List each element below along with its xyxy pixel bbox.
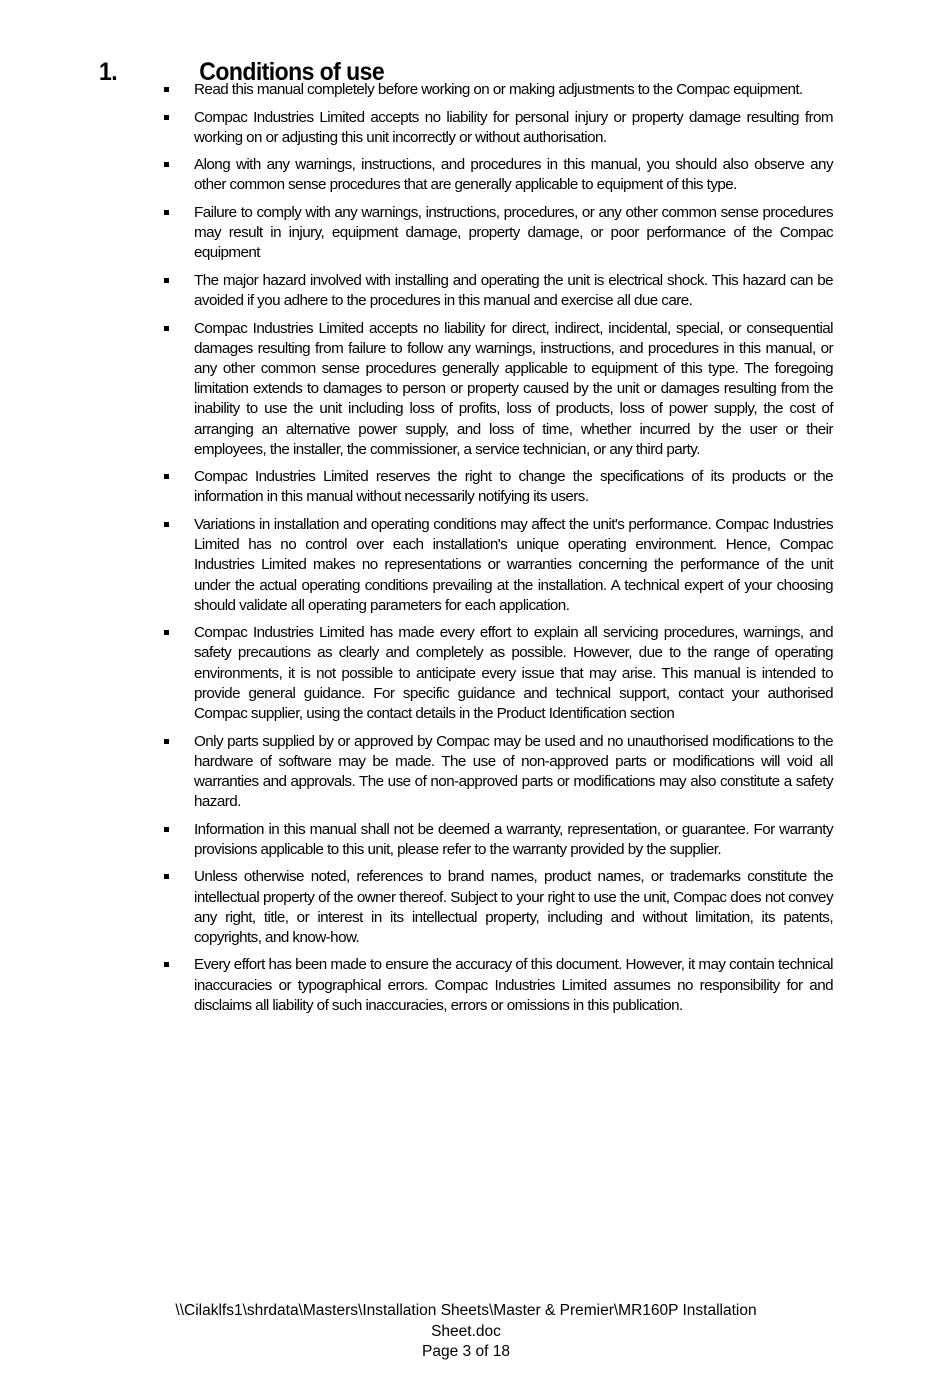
square-bullet-icon [164,874,169,879]
list-item [160,271,833,311]
footer-file-path: \\Cilaklfs1\shrdata\Masters\Installation Sheets\Master & Premier\MR160P Installation [175,1302,757,1319]
square-bullet-icon [164,210,169,215]
list-item [160,623,833,724]
list-item-text: Compac Industries Limited has made every effort to explain all servicing procedures, warnings, and safety precautions as clearly and completely as possible. However, due to the range of operating environments, it is not possible to anticipate every issue that may arise. This manual is intended to provide general guidance. For specific guidance and technical support, contact your authorised Compac supplier, using the contact details in the Product Identification section [194,624,833,723]
square-bullet-icon [164,962,169,967]
list-item-text: Compac Industries Limited accepts no liability for direct, indirect, incidental, special, or consequential damages resulting from failure to follow any warnings, instructions, and procedures in this manual, or any other common sense procedures generally applicable to equipment of this type. The foregoing limitation extends to damages to person or property caused by the unit or damages resulting from the inability to use the unit including loss of profits, loss of products, loss of power supply, the cost of arranging an alternative power supply, and loss of time, whether incurred by the user or their employees, the installer, the commissioner, a service technician, or any third party. [194,319,833,458]
list-item-text: Compac Industries Limited reserves the right to change the specifications of its products or the information in this manual without necessarily notifying its users. [194,468,833,506]
square-bullet-icon [164,522,169,527]
list-item-text: Variations in installation and operating conditions may affect the unit's performance. Compac Industries Limited has no control over each installation's unique operating environment. Hence, Compac Industries Limited makes no representations or warranties concerning the performance of the unit under the actual operating conditions prevailing at the installation. A technical expert of your choosing should validate all operating parameters for each application. [194,515,833,614]
section-title: Conditions of use [199,57,385,86]
list-item-text: Read this manual completely before working on or making adjustments to the Compac equipment. [194,81,803,98]
list-item-text: Only parts supplied by or approved by Compac may be used and no unauthorised modifications to the hardware of software may be made. The use of non-approved parts or modifications will void all warranties and approvals. The use of non-approved parts or modifications may also constitute a safety hazard. [194,732,833,811]
list-item [160,80,833,100]
square-bullet-icon [164,326,169,331]
page-footer [100,1301,832,1363]
square-bullet-icon [164,87,169,92]
list-item [160,108,833,148]
list-item [160,319,833,460]
list-item [160,820,833,860]
list-item-text: Every effort has been made to ensure the accuracy of this document. However, it may contain technical inaccuracies or typographical errors. Compac Industries Limited assumes no responsibility for and disclaims all liability of such inaccuracies, errors or omissions in this publication. [194,956,833,1014]
list-item [160,867,833,948]
list-item [160,155,833,195]
list-item-text: Along with any warnings, instructions, and procedures in this manual, you should also observe any other common sense procedures that are generally applicable to equipment of this type. [194,156,833,194]
list-item-text: Unless otherwise noted, references to brand names, product names, or trademarks constitute the intellectual property of the owner thereof. Subject to your right to use the unit, Compac does not convey any right, title, or interest in its intellectual property, including and without limitation, its patents, copyrights, and know-how. [194,868,833,946]
list-item-text: Compac Industries Limited accepts no liability for personal injury or property damage resulting from working on or adjusting this unit incorrectly or without authorisation. [194,108,833,146]
list-item [160,732,833,813]
square-bullet-icon [164,827,169,832]
list-item-text: Failure to comply with any warnings, instructions, procedures, or any other common sense procedures may result in injury, equipment damage, property damage, or poor performance of the Compac equipment [194,203,833,262]
list-item-text: The major hazard involved with installing and operating the unit is electrical shock. This hazard can be avoided if you adhere to the procedures in this manual and exercise all due care. [194,271,833,310]
list-item [160,203,833,264]
square-bullet-icon [164,739,169,744]
square-bullet-icon [164,630,169,635]
footer-file-name: Sheet.doc [431,1322,501,1340]
square-bullet-icon [164,162,169,167]
square-bullet-icon [164,474,169,479]
list-item [160,515,833,616]
square-bullet-icon [164,278,169,283]
list-item-text: Information in this manual shall not be deemed a warranty, representation, or guarantee. For warranty provisions applicable to this unit, please refer to the warranty provided by the supplier. [194,820,833,858]
list-item [160,955,833,1016]
square-bullet-icon [164,115,169,120]
section-number: 1. [99,57,118,86]
conditions-list [160,80,833,1023]
list-item [160,467,833,507]
page-number: Page 3 of 18 [422,1343,510,1360]
